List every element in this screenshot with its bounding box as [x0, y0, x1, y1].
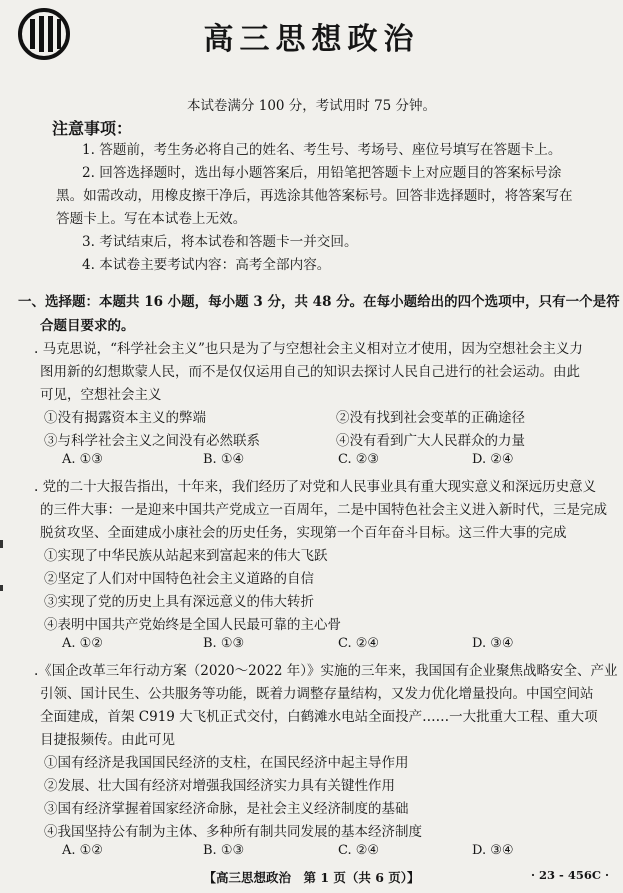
- question-3-stem: .《国企改革三年行动方案（2020～2022 年）》实施的三年来，我国国有企业聚焦战略安全、产业: [34, 663, 618, 679]
- question-1-stem: 可见，空想社会主义: [40, 387, 162, 403]
- notice-line: 答题卡上。写在本试卷上无效。: [56, 211, 247, 227]
- notice-line: 1. 答题前，考生务必将自己的姓名、考生号、考场号、座位号填写在答题卡上。: [82, 142, 562, 158]
- question-2-statement: ③实现了党的历史上具有深远意义的伟大转折: [44, 594, 314, 610]
- question-3-stem: 全面建成，首架 C919 大飞机正式交付，白鹤滩水电站全面投产……一大批重大工程、重大项: [40, 709, 598, 725]
- page-title: 高三思想政治: [203, 22, 420, 57]
- question-2-option-b[interactable]: B. ①③: [203, 636, 245, 651]
- question-2-option-c[interactable]: C. ②④: [338, 636, 380, 651]
- question-2-statement: ④表明中国共产党始终是全国人民最可靠的主心骨: [44, 617, 341, 633]
- question-2-statement: ①实现了中华民族从站起来到富起来的伟大飞跃: [44, 548, 328, 564]
- notice-heading: 注意事项：: [52, 119, 133, 138]
- section-heading: 一、选择题：本题共 16 小题，每小题 3 分，共 48 分。在每小题给出的四个选项中，只有一个是符: [18, 294, 620, 310]
- question-1-statement: ④没有看到广大人民群众的力量: [336, 433, 525, 449]
- question-2-stem: 脱贫攻坚、全面建成小康社会的历史任务，实现第一个百年奋斗目标。这三件大事的完成: [40, 525, 567, 541]
- question-1-statement: ③与科学社会主义之间没有必然联系: [44, 433, 260, 449]
- question-1-option-c[interactable]: C. ②③: [338, 452, 380, 467]
- question-1-option-d[interactable]: D. ②④: [472, 452, 514, 467]
- question-3-statement: ②发展、壮大国有经济对增强我国经济实力具有关键性作用: [44, 778, 395, 794]
- question-3-statement: ④我国坚持公有制为主体、多种所有制共同发展的基本经济制度: [44, 824, 422, 840]
- question-3-statement: ①国有经济是我国国民经济的支柱，在国民经济中起主导作用: [44, 755, 409, 771]
- question-2-option-a[interactable]: A. ①②: [62, 636, 103, 651]
- binding-mark: [0, 540, 3, 548]
- question-3-option-a[interactable]: A. ①②: [62, 843, 103, 858]
- question-1-stem: 图用新的幻想欺蒙人民，而不是仅仅运用自己的知识去探讨人民自己进行的社会运动。由此: [40, 364, 580, 380]
- exam-info: 本试卷满分 100 分，考试用时 75 分钟。: [186, 98, 437, 114]
- question-1-option-a[interactable]: A. ①③: [62, 452, 103, 467]
- question-1-statement: ①没有揭露资本主义的弊端: [44, 410, 206, 426]
- question-2-option-d[interactable]: D. ③④: [472, 636, 514, 651]
- question-3-statement: ③国有经济掌握着国家经济命脉，是社会主义经济制度的基础: [44, 801, 409, 817]
- question-2-stem: . 党的二十大报告指出，十年来，我们经历了对党和人民事业具有重大现实意义和深远历史意义: [34, 479, 597, 495]
- notice-line: 4. 本试卷主要考试内容：高考全部内容。: [82, 257, 331, 273]
- question-2-statement: ②坚定了人们对中国特色社会主义道路的自信: [44, 571, 314, 587]
- question-3-stem: 引领、国计民生、公共服务等功能，既着力调整存量结构，又发力优化增量投向。中国空间站: [40, 686, 594, 702]
- notice-line: 3. 考试结束后，将本试卷和答题卡一并交回。: [82, 234, 358, 250]
- question-1-stem: . 马克思说，“科学社会主义”也只是为了与空想社会主义相对立才使用，因为空想社会主义力: [34, 341, 583, 357]
- question-1-option-b[interactable]: B. ①④: [203, 452, 245, 467]
- question-3-option-c[interactable]: C. ②④: [338, 843, 380, 858]
- notice-line: 黑。如需改动，用橡皮擦干净后，再选涂其他答案标号。回答非选择题时，将答案写在: [56, 188, 573, 204]
- binding-mark: [0, 585, 3, 591]
- notice-line: 2. 回答选择题时，选出每小题答案后，用铅笔把答题卡上对应题目的答案标号涂: [82, 165, 562, 181]
- question-3-option-b[interactable]: B. ①③: [203, 843, 245, 858]
- paper-code: · 23 - 456C ·: [531, 868, 609, 882]
- question-3-stem: 目捷报频传。由此可见: [40, 732, 175, 748]
- question-2-stem: 的三件大事：一是迎来中国共产党成立一百周年，二是中国特色社会主义进入新时代，三是完成: [40, 502, 607, 518]
- question-1-statement: ②没有找到社会变革的正确途径: [336, 410, 525, 426]
- question-3-option-d[interactable]: D. ③④: [472, 843, 514, 858]
- page-footer: 【高三思想政治 第 1 页（共 6 页）】: [203, 870, 420, 885]
- section-heading-cont: 合题目要求的。: [40, 318, 135, 334]
